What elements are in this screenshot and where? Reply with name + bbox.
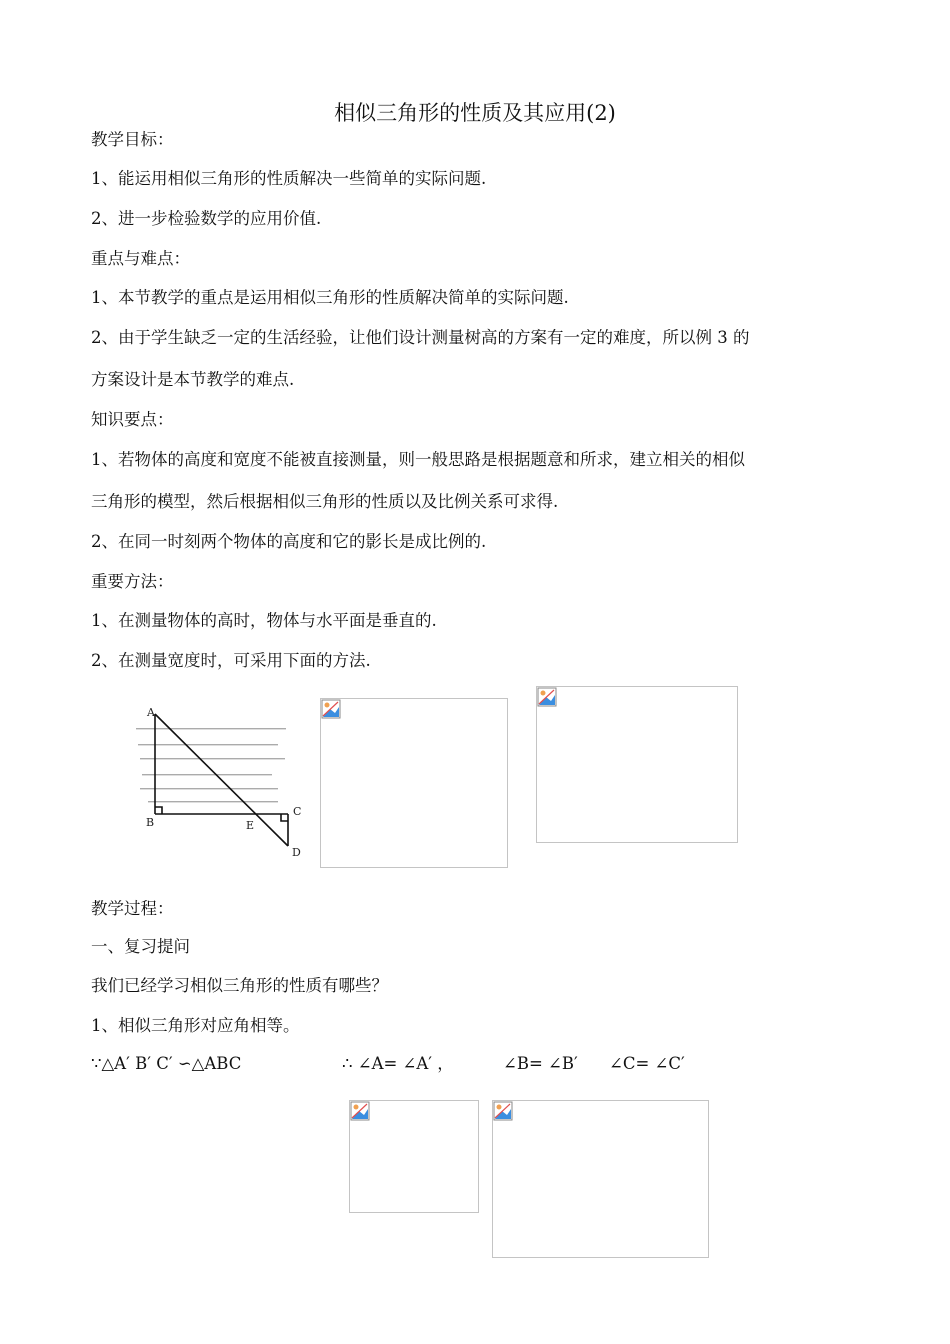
knowledge-1-line-1: 1、若物体的高度和宽度不能被直接测量，则一般思路是根据题意和所求，建立相关的相似 [91, 450, 745, 469]
broken-image-icon [350, 1101, 370, 1121]
label-a: A [147, 706, 155, 719]
math-conclusion-1: ∴ ∠A= ∠A′ ， [342, 1054, 454, 1073]
page-title: 相似三角形的性质及其应用(2) [334, 101, 616, 125]
image-placeholder [320, 698, 508, 868]
key-2-line-1: 2、由于学生缺乏一定的生活经验，让他们设计测量树高的方案有一定的难度，所以例 3 的 [91, 328, 750, 347]
method-2: 2、在测量宽度时，可采用下面的方法. [91, 651, 371, 670]
image-placeholder [349, 1100, 479, 1213]
knowledge-2: 2、在同一时刻两个物体的高度和它的影长是成比例的. [91, 532, 487, 551]
goal-1: 1、能运用相似三角形的性质解决一些简单的实际问题. [91, 169, 487, 188]
image-placeholder [492, 1100, 709, 1258]
broken-image-icon [321, 699, 341, 719]
broken-image-icon [537, 687, 557, 707]
triangle-lines [155, 714, 288, 846]
goals-heading: 教学目标： [91, 130, 174, 149]
label-d: D [292, 846, 301, 859]
image-placeholder [536, 686, 738, 843]
label-c: C [293, 805, 302, 818]
math-conclusion-3: ∠C= ∠C′ [609, 1054, 685, 1073]
review-heading: 一、复习提问 [91, 937, 190, 956]
knowledge-1-line-2: 三角形的模型，然后根据相似三角形的性质以及比例关系可求得. [91, 492, 559, 511]
method-1: 1、在测量物体的高时，物体与水平面是垂直的. [91, 611, 437, 630]
label-b: B [146, 816, 155, 829]
process-heading: 教学过程： [91, 899, 174, 918]
key-2-line-2: 方案设计是本节教学的难点. [91, 370, 295, 389]
label-e: E [246, 819, 255, 832]
property-1: 1、相似三角形对应角相等。 [91, 1016, 300, 1035]
river-width-figure [128, 700, 308, 860]
knowledge-heading: 知识要点： [91, 410, 174, 429]
method-heading: 重要方法： [91, 572, 174, 591]
key-heading: 重点与难点： [91, 249, 190, 268]
review-question: 我们已经学习相似三角形的性质有哪些？ [91, 976, 388, 995]
river-texture [136, 728, 286, 802]
math-conclusion-2: ∠B= ∠B′ [503, 1054, 578, 1073]
math-premise: ∵△A′ B′ C′ ∽△ABC [91, 1054, 242, 1073]
broken-image-icon [493, 1101, 513, 1121]
goal-2: 2、进一步检验数学的应用价值. [91, 209, 322, 228]
key-1: 1、本节教学的重点是运用相似三角形的性质解决简单的实际问题. [91, 288, 569, 307]
